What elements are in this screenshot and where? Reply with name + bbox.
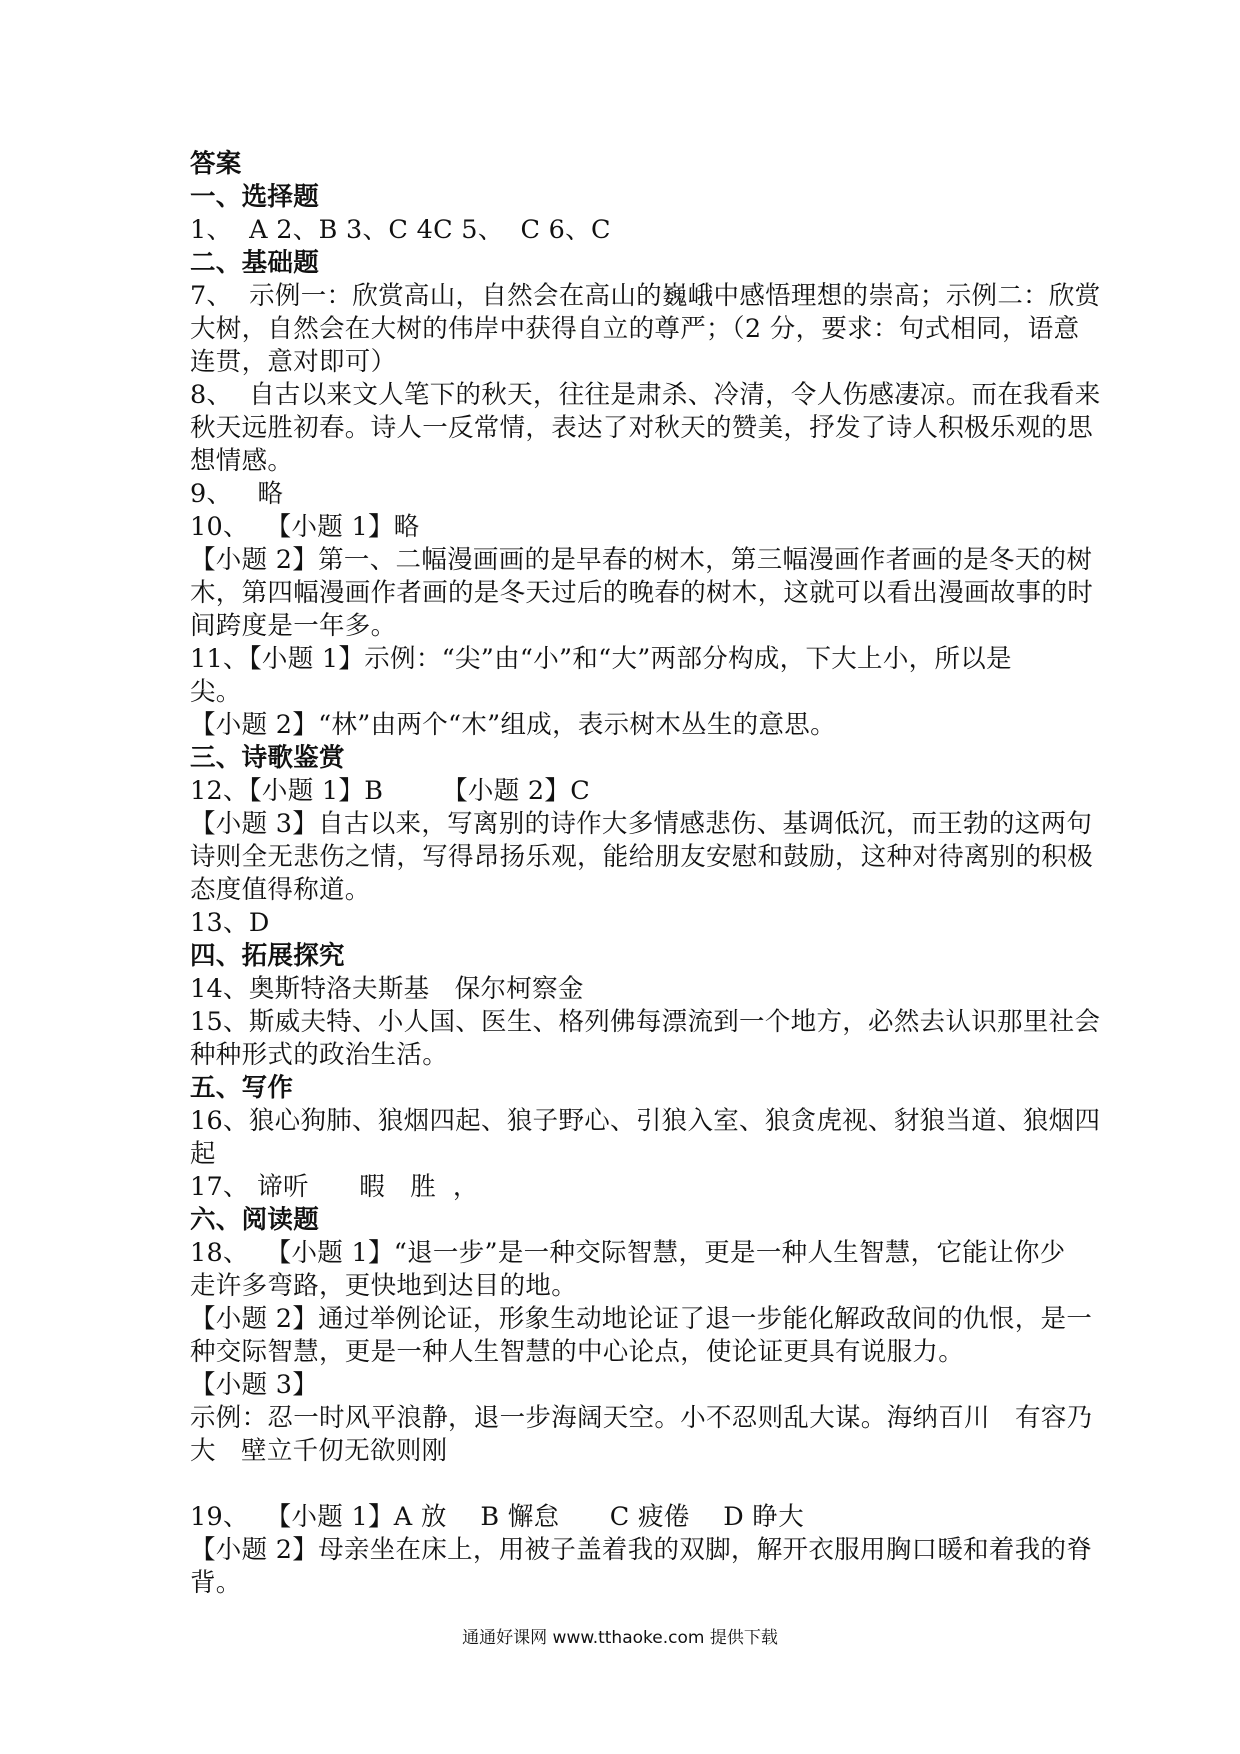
text-line: 9、 略	[190, 479, 284, 509]
text-line: 10、 【小题 1】略	[190, 512, 420, 542]
text-line: 秋天远胜初春。诗人一反常情，表达了对秋天的赞美，抒发了诗人积极乐观的思	[190, 413, 1094, 443]
text-line: 1、 A 2、B 3、C 4C 5、 C 6、C	[190, 215, 611, 245]
section-heading: 一、选择题	[190, 182, 320, 212]
blank-line	[190, 1468, 1062, 1501]
text-line: 13、D	[190, 908, 270, 938]
text-line: 16、狼心狗肺、狼烟四起、狼子野心、引狼入室、狼贪虎视、豺狼当道、狼烟四	[190, 1106, 1101, 1136]
text-line: 想情感。	[190, 446, 294, 476]
text-line: 走许多弯路，更快地到达目的地。	[190, 1271, 578, 1301]
section-heading: 二、基础题	[190, 248, 320, 278]
text-line: 大树，自然会在大树的伟岸中获得自立的尊严；（2 分，要求：句式相同，语意	[190, 314, 1080, 344]
section-heading: 五、写作	[190, 1073, 294, 1103]
text-line: 【小题 3】自古以来，写离别的诗作大多情感悲伤、基调低沉，而王勃的这两句	[190, 809, 1093, 839]
text-line: 11、【小题 1】示例：“尖”由“小”和“大”两部分构成，下大上小，所以是	[190, 644, 1012, 674]
text-line: 木，第四幅漫画作者画的是冬天过后的晚春的树木，这就可以看出漫画故事的时	[190, 578, 1094, 608]
text-line: 种交际智慧，更是一种人生智慧的中心论点，使论证更具有说服力。	[190, 1337, 965, 1367]
section-heading: 四、拓展探究	[190, 941, 345, 971]
text-line: 连贯，意对即可）	[190, 347, 397, 377]
text-line: 8、 自古以来文人笔下的秋天，往往是肃杀、冷清，令人伤感凄凉。而在我看来	[190, 380, 1101, 410]
text-line: 示例：忍一时风平浪静，退一步海阔天空。小不忍则乱大谋。海纳百川 有容乃	[190, 1403, 1093, 1433]
text-line: 7、 示例一：欣赏高山，自然会在高山的巍峨中感悟理想的崇高；示例二：欣赏	[190, 281, 1101, 311]
text-line: 背。	[190, 1568, 242, 1598]
text-line: 14、奥斯特洛夫斯基 保尔柯察金	[190, 974, 584, 1004]
section-heading: 六、阅读题	[190, 1205, 320, 1235]
answer-content	[190, 148, 1101, 1600]
text-line: 种种形式的政治生活。	[190, 1040, 449, 1070]
section-heading: 答案	[190, 149, 242, 179]
text-line: 15、斯威夫特、小人国、医生、格列佛每漂流到一个地方，必然去认识那里社会	[190, 1007, 1101, 1037]
text-line: 【小题 2】第一、二幅漫画画的是早春的树木，第三幅漫画作者画的是冬天的树	[190, 545, 1093, 575]
text-line: 尖。	[190, 677, 242, 707]
text-line: 大 壁立千仞无欲则刚	[190, 1436, 448, 1466]
text-line: 态度值得称道。	[190, 875, 371, 905]
text-line: 【小题 3】	[190, 1370, 319, 1400]
page-footer: 通通好课网 www.tthaoke.com 提供下载	[462, 1628, 778, 1648]
text-line: 17、 谛听 暇 胜 ，	[190, 1172, 479, 1202]
text-line: 【小题 2】“林”由两个“木”组成，表示树木丛生的意思。	[190, 710, 836, 740]
text-line: 19、 【小题 1】A 放 B 懈怠 C 疲倦 D 睁大	[190, 1502, 805, 1532]
text-line: 间跨度是一年多。	[190, 611, 397, 641]
text-line: 18、 【小题 1】“退一步”是一种交际智慧，更是一种人生智慧，它能让你少	[190, 1238, 1066, 1268]
text-line: 起	[190, 1139, 216, 1169]
text-line: 12、【小题 1】B 【小题 2】C	[190, 776, 591, 806]
text-line: 【小题 2】母亲坐在床上，用被子盖着我的双脚，解开衣服用胸口暖和着我的脊	[190, 1535, 1093, 1565]
section-heading: 三、诗歌鉴赏	[190, 743, 345, 773]
text-line: 【小题 2】通过举例论证，形象生动地论证了退一步能化解政敌间的仇恨，是一	[190, 1304, 1093, 1334]
text-line: 诗则全无悲伤之情，写得昂扬乐观，能给朋友安慰和鼓励，这种对待离别的积极	[190, 842, 1094, 872]
